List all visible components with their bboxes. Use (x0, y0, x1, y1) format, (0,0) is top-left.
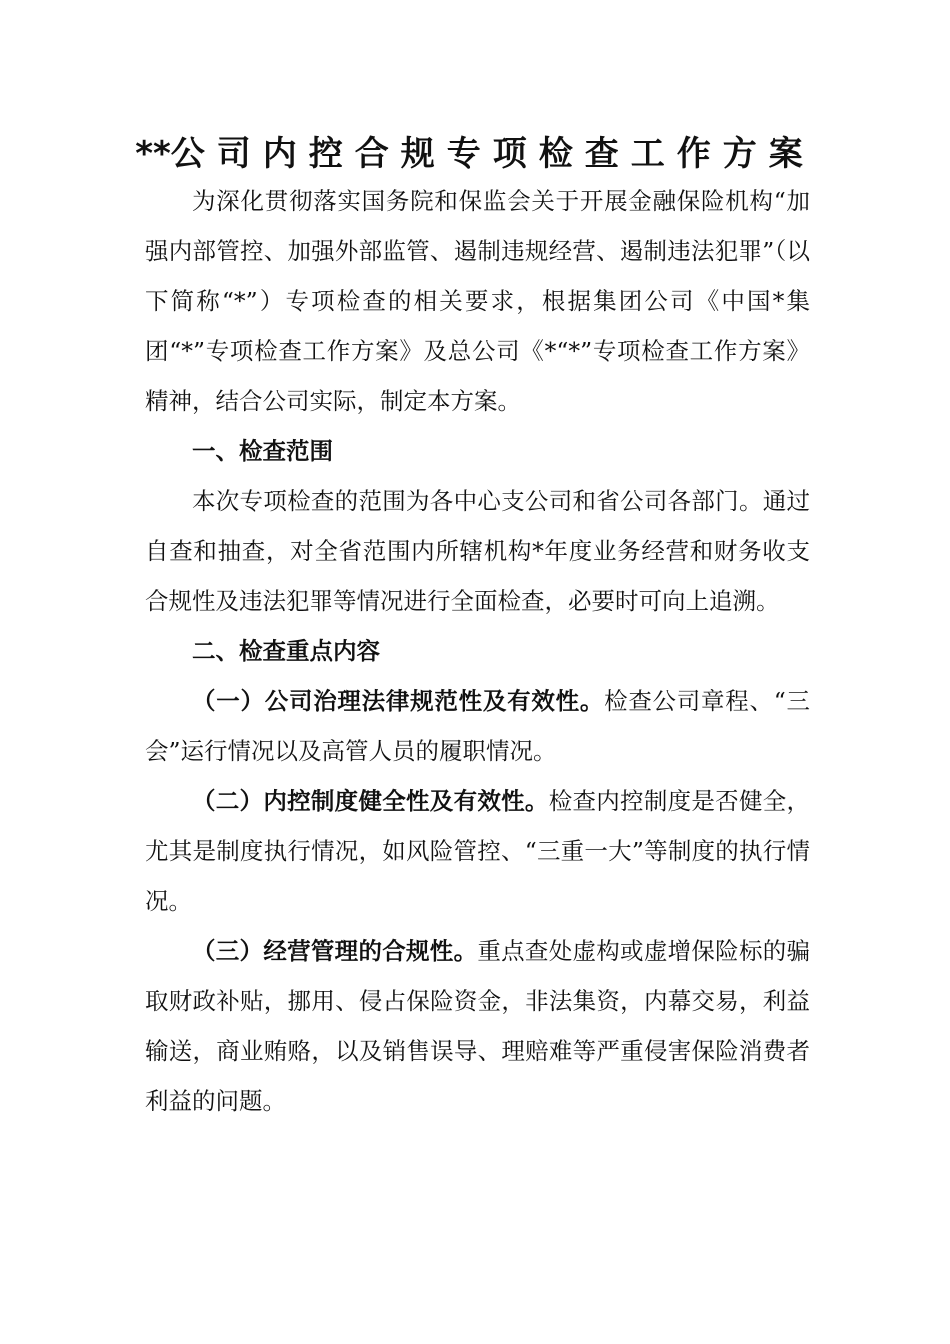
document-title (0, 126, 950, 175)
document-body (145, 176, 810, 1126)
intro-paragraph: 为深化贯彻落实国务院和保监会关于开展金融保险机构“加强内部管控、加强外部监管、遏制违规经营、遏制违法犯罪”（以下简称“*”）专项检查的相关要求，根据集团公司《中国*集团“*”专项检查工作方案》及总公司《*“*”专项检查工作方案》精神，结合公司实际，制定本方案。 (145, 187, 810, 415)
item-2-lead: （二）内控制度健全性及有效性。 (192, 787, 549, 815)
item-3-text: 重点查处虚构或虚增保险标的骗取财政补贴，挪用、侵占保险资金，非法集资，内幕交易，利益输送，商业贿赂，以及销售误导、理赔难等严重侵害保险消费者利益的问题。 (145, 937, 811, 1115)
item-2-text: 检查内控制度是否健全，尤其是制度执行情况，如风险管控、“三重一大”等制度的执行情况。 (145, 787, 811, 915)
title-text: 公司内控合规专项检查工作方案 (170, 134, 815, 174)
item-1-text: 检查公司章程、“三会”运行情况以及高管人员的履职情况。 (145, 687, 811, 765)
item-paragraph-2 (145, 776, 810, 926)
item-paragraph-1 (145, 676, 810, 776)
title-prefix: ** (135, 134, 171, 174)
section-heading-key-content: 二、检查重点内容 (192, 637, 380, 665)
item-1-lead: （一）公司治理法律规范性及有效性。 (192, 687, 605, 715)
scope-paragraph: 本次专项检查的范围为各中心支公司和省公司各部门。通过自查和抽查，对全省范围内所辖机构*年度业务经营和财务收支合规性及违法犯罪等情况进行全面检查，必要时可向上追溯。 (145, 487, 810, 615)
item-3-lead: （三）经营管理的合规性。 (192, 937, 478, 965)
section-heading-scope: 一、检查范围 (192, 437, 333, 465)
item-paragraph-3 (145, 926, 810, 1126)
